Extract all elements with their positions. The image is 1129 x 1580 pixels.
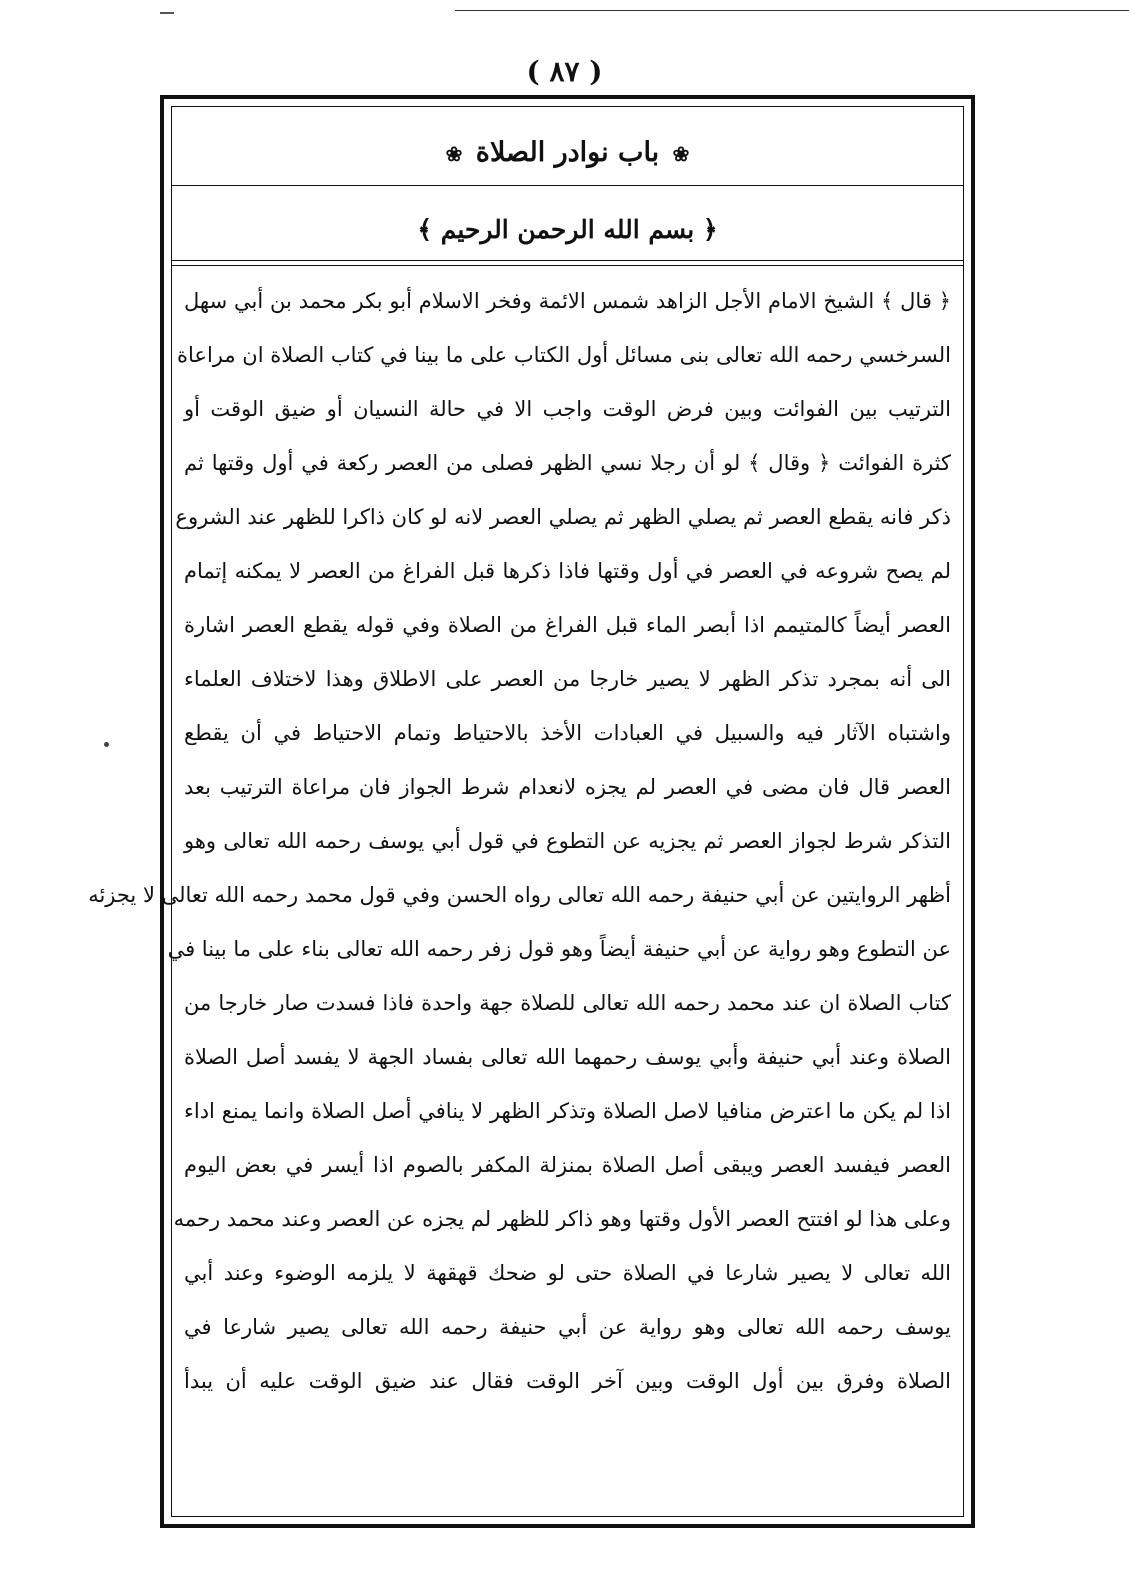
text-line: لم يصح شروعه في العصر في أول وقتها فاذا ذكرها قبل الفراغ من العصر لا يمكنه إتمام	[184, 559, 951, 583]
basmala: ﴿ بسم الله الرحمن الرحيم ﴾	[417, 215, 718, 244]
text-line: التذكر شرط لجواز العصر ثم يجزيه عن التطوع في قول أبي يوسف رحمه الله تعالى وهو	[184, 829, 951, 853]
text-line: ﴿ قال ﴾ الشيخ الامام الأجل الزاهد شمس الائمة وفخر الاسلام أبو بكر محمد بن أبي سهل	[184, 289, 951, 313]
body-text	[88, 274, 951, 1408]
scan-edge-line	[455, 10, 1129, 11]
text-line: ذكر فانه يقطع العصر ثم يصلي الظهر ثم يصلي العصر لانه لو كان ذاكرا للظهر عند الشروع	[175, 505, 951, 529]
chapter-heading	[164, 137, 971, 168]
text-line: أظهر الروايتين عن أبي حنيفة رحمه الله تعالى رواه الحسن وفي قول محمد رحمه الله تعالى لا يجزئه	[88, 883, 951, 907]
scan-dot	[104, 742, 109, 747]
ornament-left-icon: ❀	[445, 142, 463, 166]
heading-rule	[172, 185, 963, 186]
text-line: العصر فيفسد العصر ويبقى أصل الصلاة بمنزلة المكفر بالصوم اذا أيسر في بعض اليوم	[184, 1153, 951, 1177]
text-line: العصر قال فان مضى في العصر لم يجزه لانعدام شرط الجواز فان مراعاة الترتيب بعد	[184, 775, 951, 799]
text-line: الله تعالى لا يصير شارعا في الصلاة حتى لو ضحك قهقهة لا يلزمه الوضوء وعند أبي	[184, 1261, 951, 1285]
text-line: كتاب الصلاة ان عند محمد رحمه الله تعالى للصلاة جهة واحدة فاذا فسدت صار خارجا من	[184, 991, 951, 1015]
text-line: السرخسي رحمه الله تعالى بنى مسائل أول الكتاب على ما بينا في كتاب الصلاة ان مراعاة	[177, 343, 951, 367]
text-line: وعلى هذا لو افتتح العصر الأول وقتها وهو ذاكر للظهر لم يجزه عن العصر وعند محمد رحمه	[173, 1207, 951, 1231]
text-line: يوسف رحمه الله تعالى وهو رواية عن أبي حنيفة رحمه الله تعالى يصير شارعا في	[184, 1315, 951, 1339]
text-line: اذا لم يكن ما اعترض منافيا لاصل الصلاة وتذكر الظهر لا ينافي أصل الصلاة وانما يمنع اداء	[184, 1099, 951, 1123]
text-line: عن التطوع وهو رواية عن أبي حنيفة أيضاً وهو قول زفر رحمه الله تعالى بناء على ما بينا في	[167, 937, 951, 961]
text-line: واشتباه الآثار فيه والسبيل في العبادات الأخذ بالاحتياط وتمام الاحتياط في أن يقطع	[184, 721, 951, 745]
text-line: كثرة الفوائت ﴿ وقال ﴾ لو أن رجلا نسي الظهر فصلى من العصر ركعة في أول وقتها ثم	[184, 451, 951, 475]
double-rule-bottom	[172, 265, 963, 266]
double-rule-top	[172, 260, 963, 261]
ornament-right-icon: ❀	[672, 142, 690, 166]
page-frame	[88, 95, 975, 1528]
text-line: الى أنه بمجرد تذكر الظهر لا يصير خارجا من العصر على الاطلاق وهذا لاختلاف العلماء	[184, 667, 951, 691]
scan-mark	[160, 12, 174, 14]
text-line: الترتيب بين الفوائت وبين فرض الوقت واجب الا في حالة النسيان أو ضيق الوقت أو	[184, 397, 951, 421]
text-line: الصلاة وعند أبي حنيفة وأبي يوسف رحمهما الله تعالى بفساد الجهة لا يفسد أصل الصلاة	[184, 1045, 951, 1069]
chapter-title: باب نوادر الصلاة	[475, 137, 660, 168]
text-line: العصر أيضاً كالمتيمم اذا أبصر الماء قبل الفراغ من الصلاة وفي قوله يقطع العصر اشارة	[184, 613, 951, 637]
page-number: ( ٨٧ )	[526, 55, 603, 88]
text-line: الصلاة وفرق بين أول الوقت وبين آخر الوقت فقال عند ضيق الوقت عليه أن يبدأ	[184, 1369, 951, 1393]
